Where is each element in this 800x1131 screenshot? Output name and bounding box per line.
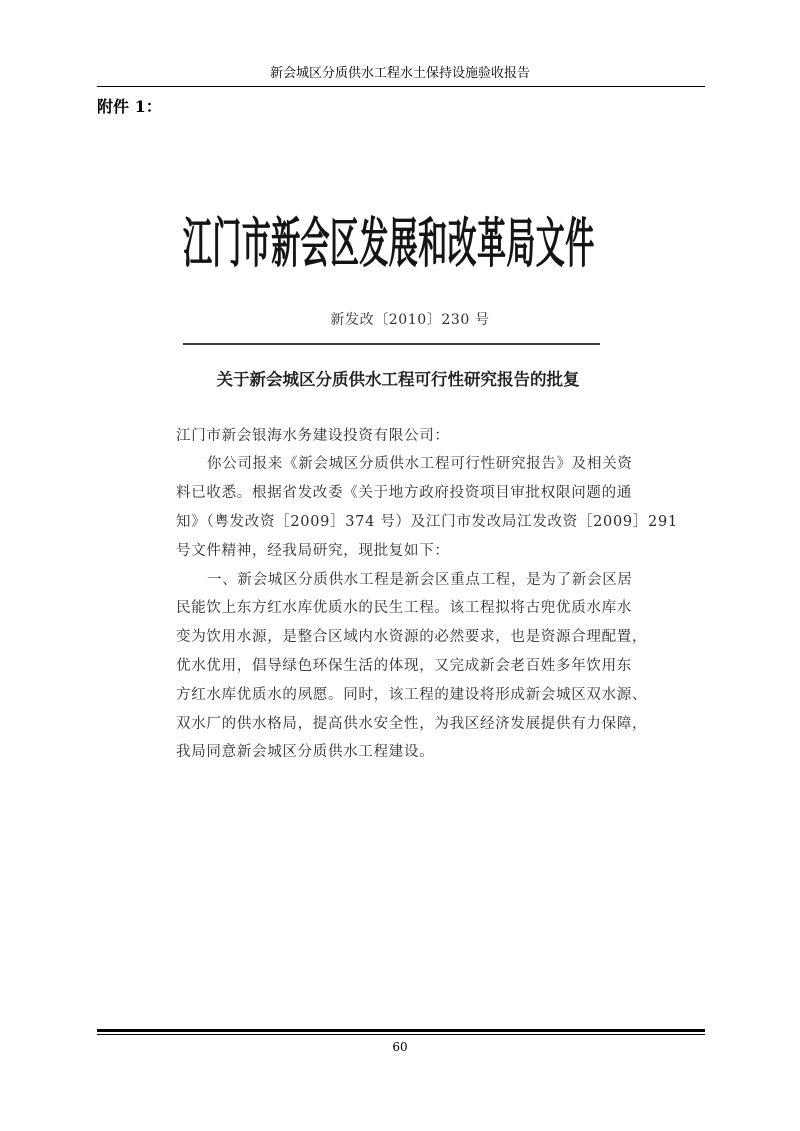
document-body xyxy=(176,422,678,768)
addressee-line: 江门市新会银海水务建设投资有限公司： xyxy=(176,427,450,444)
page-number: 60 xyxy=(392,1040,408,1054)
footer-rule-thin xyxy=(97,1034,705,1035)
document-subject: 关于新会城区分质供水工程可行性研究报告的批复 xyxy=(216,370,580,389)
running-header: 新会城区分质供水工程水土保持设施验收报告 xyxy=(269,66,530,81)
attachment-label: 附件 1： xyxy=(97,97,162,116)
body-line: 知》（粤发改资［2009］374 号）及江门市发改局江发改资［2009］291 xyxy=(176,513,678,530)
body-line: 双水厂的供水格局，提高供水安全性，为我区经济发展提供有力保障， xyxy=(176,715,648,732)
body-line: 一、新会城区分质供水工程是新会区重点工程，是为了新会区居 xyxy=(207,571,633,588)
body-line: 我局同意新会城区分质供水工程建设。 xyxy=(176,744,435,761)
body-line: 民能饮上东方红水库优质水的民生工程。该工程拟将古兜优质水库水 xyxy=(176,600,632,617)
header-rule xyxy=(97,86,705,87)
body-line: 你公司报来《新会城区分质供水工程可行性研究报告》及相关资 xyxy=(207,456,633,473)
document-number: 新发改〔2010〕230 号 xyxy=(330,312,490,328)
body-line: 优水优用，倡导绿色环保生活的体现，又完成新会老百姓多年饮用东 xyxy=(176,657,632,674)
body-line: 料已收悉。根据省发改委《关于地方政府投资项目审批权限问题的通 xyxy=(176,485,632,502)
issuer-title: 江门市新会区发展和改革局文件 xyxy=(183,211,595,275)
body-line: 方红水库优质水的夙愿。同时，该工程的建设将形成新会城区双水源、 xyxy=(176,686,648,703)
document-header-rule xyxy=(183,343,600,345)
body-line: 号文件精神，经我局研究，现批复如下： xyxy=(176,542,450,559)
footer-rule xyxy=(97,1029,705,1032)
body-line: 变为饮用水源，是整合区域内水资源的必然要求，也是资源合理配置， xyxy=(176,629,648,646)
